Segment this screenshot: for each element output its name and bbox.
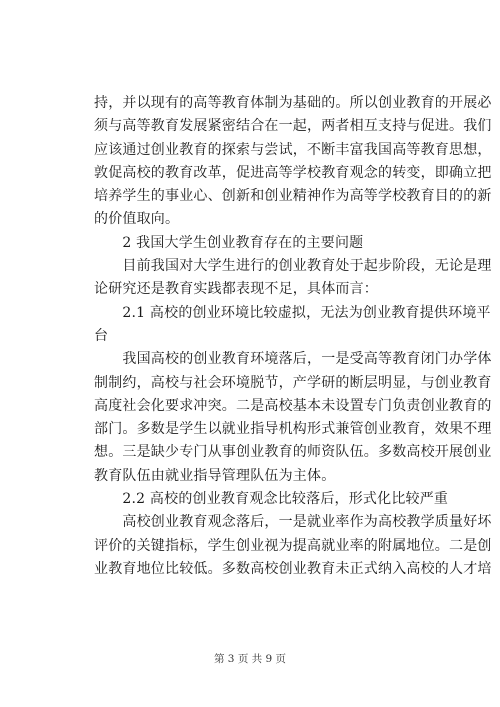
text-line: 目前我国对大学生进行的创业教育处于起步阶段，无论是理 [94, 258, 492, 275]
text-line: 高度社会化要求冲突。二是高校基本未设置专门负责创业教育的 [94, 397, 492, 414]
text-line: 须与高等教育发展紧密结合在一起，两者相互支持与促进。我们 [94, 118, 492, 135]
text-line: 业教育地位比较低。多数高校创业教育未正式纳入高校的人才培 [94, 560, 492, 577]
text-line: 部门。多数是学生以就业指导机构形式兼管创业教育，效果不理 [94, 421, 492, 438]
page-footer: 第 3 页 共 9 页 [213, 653, 287, 665]
subsection-heading: 2.2 高校的创业教育观念比较落后，形式化比较严重 [94, 491, 449, 508]
section-heading: 2 我国大学生创业教育存在的主要问题 [94, 234, 364, 251]
subsection-heading: 2.1 高校的创业环境比较虚拟，无法为创业教育提供环境平 [94, 304, 491, 321]
subsection-heading: 台 [94, 327, 109, 344]
text-line: 论研究还是教育实践都表现不足，具体而言： [94, 281, 378, 298]
text-line: 想。三是缺少专门从事创业教育的师资队伍。多数高校开展创业 [94, 444, 492, 461]
text-line: 敦促高校的教育改革，促进高等学校教育观念的转变，即确立把 [94, 164, 492, 181]
text-line: 高校创业教育观念落后，一是就业率作为高校教学质量好坏 [94, 514, 492, 531]
text-line: 的价值取向。 [94, 211, 180, 228]
body-text [94, 92, 492, 581]
text-line: 评价的关键指标，学生创业视为提高就业率的附属地位。二是创 [94, 537, 492, 554]
text-line: 制制约，高校与社会环境脱节，产学研的断层明显，与创业教育 [94, 374, 492, 391]
text-line: 教育队伍由就业指导管理队伍为主体。 [94, 467, 336, 484]
text-line: 我国高校的创业教育环境落后，一是受高等教育闭门办学体 [94, 351, 492, 368]
text-line: 持，并以现有的高等教育体制为基础的。所以创业教育的开展必 [94, 95, 492, 111]
text-line: 应该通过创业教育的探索与尝试，不断丰富我国高等教育思想， [94, 141, 492, 158]
text-line: 培养学生的事业心、创新和创业精神作为高等学校教育目的的新 [94, 188, 492, 205]
